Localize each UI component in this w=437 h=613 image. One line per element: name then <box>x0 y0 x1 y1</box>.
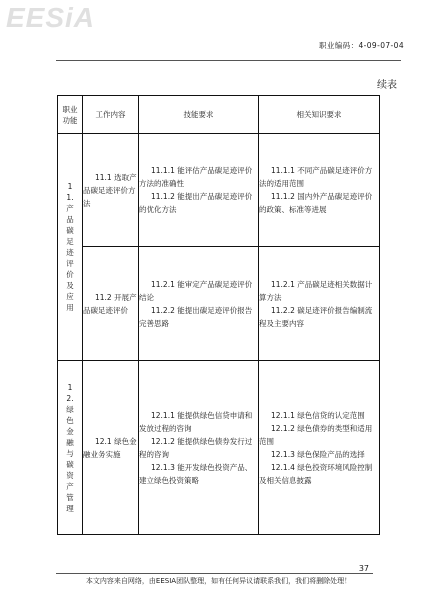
column-header-work: 工作内容 <box>83 96 139 134</box>
work-cell: 11.1 选取产品碳足迹评价方法 <box>83 134 139 247</box>
knowledge-cell: 12.1.1 绿色信贷的认定范围 12.1.2 绿色债券的类型和适用范围 12.1.3 绿色保险产品的选择 12.1.4 绿色投资环境风险控制及相关信息披露 <box>259 361 380 535</box>
knowledge-cell: 11.2.1 产品碳足迹相关数据计算方法 11.2.2 碳足迹评价报告编制流程及主要内容 <box>259 247 380 361</box>
function-cell-11: 11. 产品碳足迹评价及应用 <box>58 134 83 361</box>
column-header-knowledge: 相关知识要求 <box>259 96 380 134</box>
table-row <box>58 134 380 247</box>
footer-divider <box>56 573 373 574</box>
page-number: 37 <box>358 564 369 573</box>
skills-table <box>57 95 380 535</box>
skills-cell: 11.2.1 能审定产品碳足迹评价结论 11.2.2 能提出碳足迹评价报告完善思路 <box>139 247 259 361</box>
skills-cell: 12.1.1 能提供绿色信贷申请和发放过程的咨询 12.1.2 能提供绿色债券发行过程的咨询 12.1.3 能开发绿色投资产品、建立绿色投资策略 <box>139 361 259 535</box>
knowledge-cell: 11.1.1 不同产品碳足迹评价方法的适用范围 11.1.2 国内外产品碳足迹评价的政策、标准等进展 <box>259 134 380 247</box>
column-header-skills: 技能要求 <box>139 96 259 134</box>
function-cell-12: 12. 绿色金融与碳资产管理 <box>58 361 83 535</box>
work-cell: 12.1 绿色金融业务实施 <box>83 361 139 535</box>
eesia-watermark: EESiA <box>6 2 96 33</box>
work-cell: 11.2 开展产品碳足迹评价 <box>83 247 139 361</box>
occupation-code: 职业编码：4-09-07-04 <box>318 41 404 50</box>
table-header-row <box>58 96 380 134</box>
footer-notice: 本文内容来自网络，由EESIA团队整理，如有任何异议请联系我们，我们将删除处理！ <box>85 577 352 585</box>
column-header-function: 职业功能 <box>58 96 83 134</box>
skills-cell: 11.1.1 能评估产品碳足迹评价方法的准确性 11.1.2 能提出产品碳足迹评价的优化方法 <box>139 134 259 247</box>
header-divider <box>56 60 401 61</box>
table-row <box>58 361 380 535</box>
continued-label: 续表 <box>377 80 397 91</box>
table-row <box>58 247 380 361</box>
